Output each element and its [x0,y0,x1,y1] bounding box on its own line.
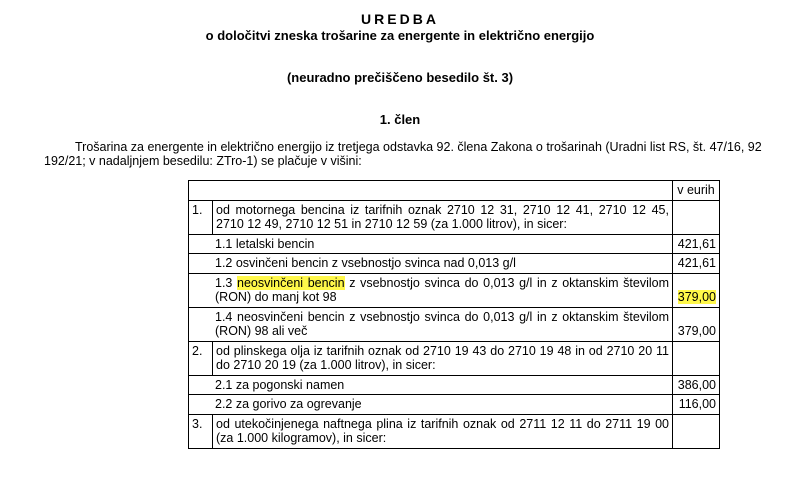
row-value: 421,61 [673,254,720,274]
table-row [189,254,720,274]
row-number: 2. [189,341,213,375]
table-header-row [189,181,720,201]
row-description: 1.4 neosvinčeni bencin z vsebnostjo svinca do 0,013 g/l in z oktanskim številom (RON) 98 ali več [189,307,673,341]
table-row [189,375,720,395]
row-number: 1. [189,200,213,234]
row-description: od motornega bencina iz tarifnih oznak 2710 12 31, 2710 12 41, 2710 12 45, 2710 12 49, 2710 12 51 in 2710 12 59 (za 1.000 litrov), in sicer: [213,200,673,234]
highlighted-value: 379,00 [677,290,716,304]
row-prefix: 1.3 [215,275,238,290]
table-row [189,414,720,448]
table-row [189,234,720,254]
row-value [673,200,720,234]
row-number: 3. [189,414,213,448]
row-rest: z vsebnostjo svinca do 0,013 g/l in z oktanskim številom (RON) do manj kot 98 [215,275,669,304]
row-description: 1.2 osvinčeni bencin z vsebnostjo svinca nad 0,013 g/l [189,254,673,274]
row-value: 379,00 [673,307,720,341]
tax-table [188,180,720,449]
document-title: UREDBA [361,11,439,27]
article-heading: 1. člen [379,112,421,127]
row-description [189,273,673,307]
document-subtitle: o določitvi zneska trošarine za energente in električno energijo [205,28,595,43]
header-empty-cell [189,181,673,201]
row-description: 1.1 letalski bencin [189,234,673,254]
row-value [673,273,720,307]
edition-note: (neuradno prečiščeno besedilo št. 3) [286,70,514,85]
row-value: 421,61 [673,234,720,254]
table-row [189,273,720,307]
intro-line-1: Trošarina za energente in električno energijo iz tretjega odstavka 92. člena Zakona o trošarinah (Uradni list RS, št. 47/16, 92 [75,140,762,154]
unit-header: v eurih [673,181,720,201]
highlighted-text: neosvinčeni bencin [237,275,345,290]
row-value: 386,00 [673,375,720,395]
table-row [189,200,720,234]
row-value: 116,00 [673,395,720,415]
table-row [189,341,720,375]
table-row [189,395,720,415]
row-description: 2.1 za pogonski namen [189,375,673,395]
table-row [189,307,720,341]
intro-line-2: 192/21; v nadaljnjem besedilu: ZTro-1) se plačuje v višini: [44,154,362,168]
row-description: od plinskega olja iz tarifnih oznak od 2710 19 43 do 2710 19 48 in od 2710 20 11 do 2710 20 19 (za 1.000 litrov), in sicer: [213,341,673,375]
row-value [673,414,720,448]
row-description: 2.2 za gorivo za ogrevanje [189,395,673,415]
row-value [673,341,720,375]
row-description: od utekočinjenega naftnega plina iz tarifnih oznak od 2711 12 11 do 2711 19 00 (za 1.000 kilogramov), in sicer: [213,414,673,448]
